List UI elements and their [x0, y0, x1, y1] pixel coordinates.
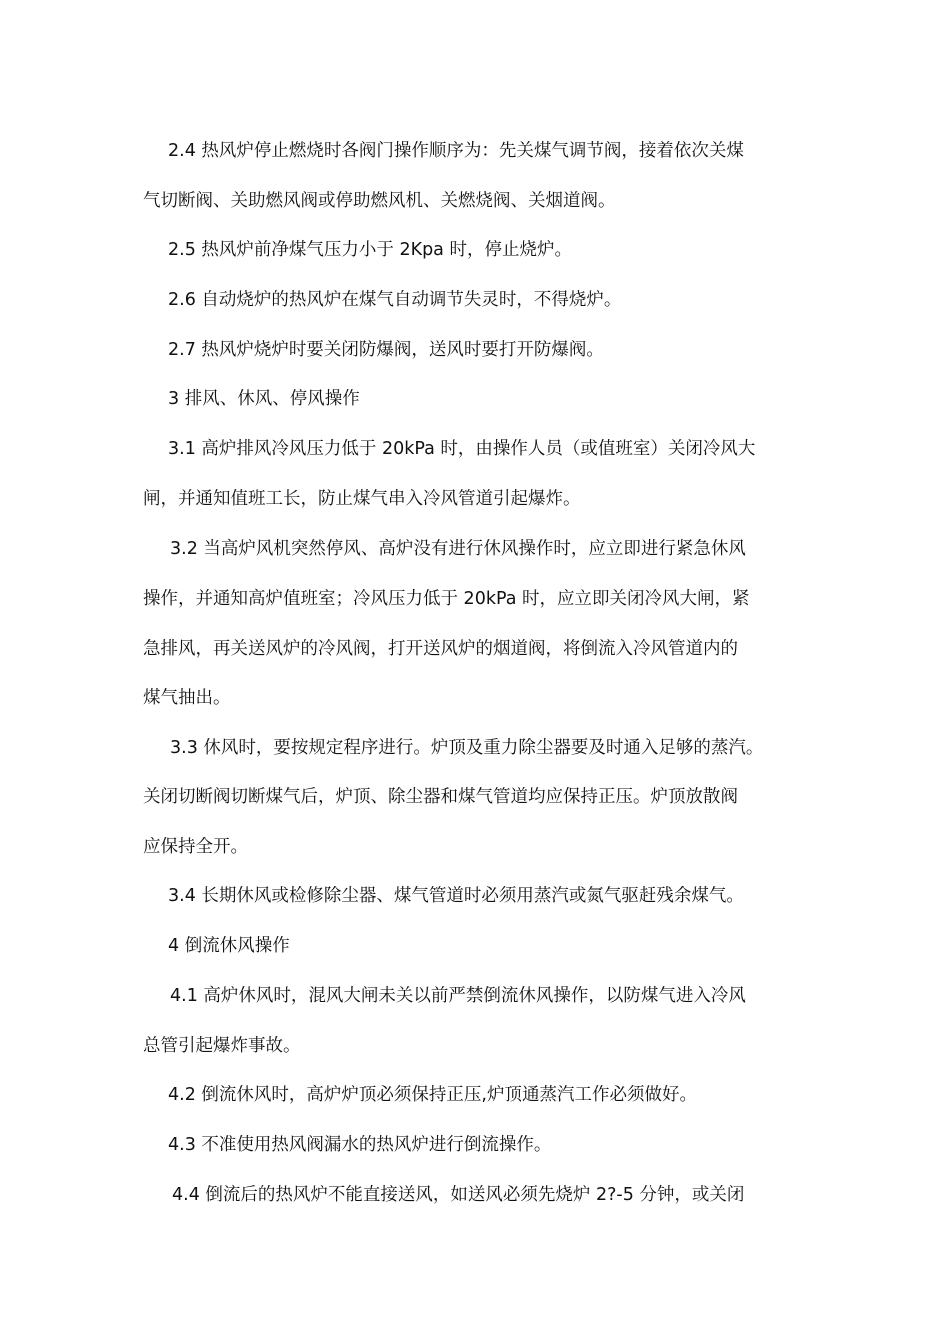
text-line-3-3-b: 关闭切断阀切断煤气后，炉顶、除尘器和煤气管道均应保持正压。炉顶放散阀	[143, 787, 738, 807]
text-line-2-4-b: 气切断阀、关助燃风阀或停助燃风机、关燃烧阀、关烟道阀。	[143, 191, 616, 211]
text-line-4-1-a: 4.1 高炉休风时，混风大闸未关以前严禁倒流休风操作，以防煤气进入冷风	[170, 986, 746, 1006]
text-line-2-7: 2.7 热风炉烧炉时要关闭防爆阀，送风时要打开防爆阀。	[168, 340, 604, 360]
text-line-3-2-c: 急排风，再关送风炉的冷风阀，打开送风炉的烟道阀，将倒流入冷风管道内的	[143, 639, 738, 659]
section-heading-3: 3 排风、休风、停风操作	[168, 389, 360, 409]
text-line-3-1-a: 3.1 高炉排风冷风压力低于 20kPa 时，由操作人员（或值班室）关闭冷风大	[168, 439, 756, 459]
text-line-4-4: 4.4 倒流后的热风炉不能直接送风，如送风必须先烧炉 2?-5 分钟，或关闭	[172, 1185, 745, 1205]
section-heading-4: 4 倒流休风操作	[168, 936, 290, 956]
text-line-2-5: 2.5 热风炉前净煤气压力小于 2Kpa 时，停止烧炉。	[168, 240, 572, 260]
text-line-2-4-a: 2.4 热风炉停止燃烧时各阀门操作顺序为：先关煤气调节阀，接着依次关煤	[168, 141, 744, 161]
text-line-4-3: 4.3 不准使用热风阀漏水的热风炉进行倒流操作。	[168, 1135, 552, 1155]
text-line-2-6: 2.6 自动烧炉的热风炉在煤气自动调节失灵时，不得烧炉。	[168, 290, 622, 310]
text-line-3-4: 3.4 长期休风或检修除尘器、煤气管道时必须用蒸汽或氮气驱赶残余煤气。	[168, 886, 744, 906]
text-line-3-2-b: 操作，并通知高炉值班室；冷风压力低于 20kPa 时，应立即关闭冷风大闸，紧	[143, 589, 750, 609]
text-line-4-1-b: 总管引起爆炸事故。	[143, 1036, 301, 1056]
text-line-3-2-d: 煤气抽出。	[143, 688, 231, 708]
text-line-3-2-a: 3.2 当高炉风机突然停风、高炉没有进行休风操作时，应立即进行紧急休风	[170, 539, 746, 559]
text-line-3-1-b: 闸，并通知值班工长，防止煤气串入冷风管道引起爆炸。	[143, 489, 581, 509]
text-line-3-3-c: 应保持全开。	[143, 837, 248, 857]
text-line-4-2: 4.2 倒流休风时，高炉炉顶必须保持正压,炉顶通蒸汽工作必须做好。	[168, 1085, 697, 1105]
text-line-3-3-a: 3.3 休风时，要按规定程序进行。炉顶及重力除尘器要及时通入足够的蒸汽。	[170, 738, 764, 758]
